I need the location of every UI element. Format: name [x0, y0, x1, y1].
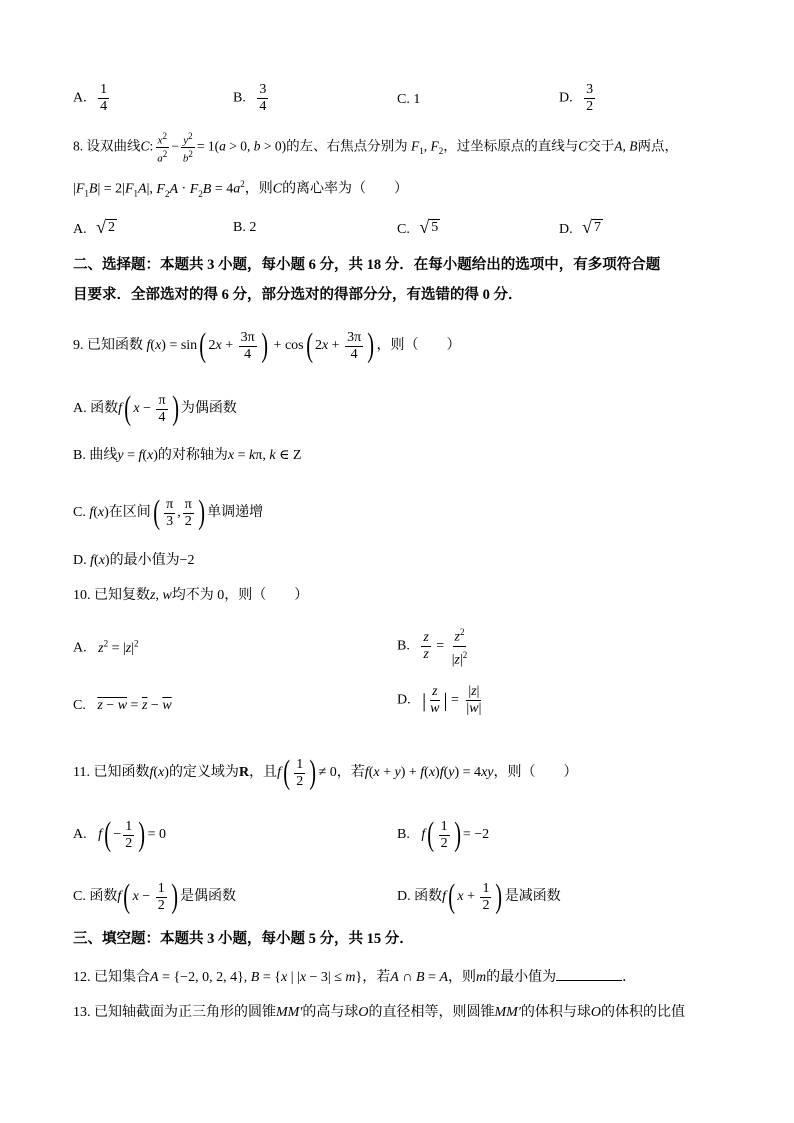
option-label: D.	[397, 692, 411, 708]
fraction: $\frac{z}{z}$	[423, 629, 429, 662]
sqrt: √ 7	[582, 217, 602, 237]
stem-text: ，则	[448, 970, 476, 985]
stem-text: 的最小值为	[486, 970, 557, 985]
fraction: $\frac{z}{w}$	[430, 684, 440, 716]
option-text: 是偶函数	[180, 889, 237, 905]
stem-text: 的直径相等，则圆锥	[368, 1005, 495, 1020]
stem-text: ，过坐标原点的直线与	[443, 138, 579, 154]
option-label: A.	[73, 401, 87, 417]
fraction: $\frac{\pi}{3}$	[166, 496, 174, 529]
stem-text: ，则（ ）	[376, 338, 461, 354]
question-number: 10.	[73, 588, 91, 603]
q11-option-c: C. 函数f( x − $\frac{1}{2}$ ) 是偶函数	[73, 878, 237, 915]
option-label: B.	[397, 827, 410, 843]
section-2-heading-line2: 目要求．全部选对的得 6 分，部分选对的得部分分，有选错的得 0 分．	[73, 287, 523, 303]
fraction: $\frac{|z|}{|w|}$	[466, 684, 482, 716]
q7-option-d	[559, 82, 597, 115]
stem-text: R	[238, 765, 250, 781]
question-number: 9.	[73, 338, 84, 354]
denominator: 4	[100, 99, 108, 114]
q8-stem-line2: $|F_1B| = 2|F_1A|$, $F_2A \cdot F_2B = 4a^2$，则C的离心率为（ ）	[73, 179, 409, 199]
option-text: 的对称轴为	[157, 448, 228, 463]
sqrt: √ 5	[419, 217, 439, 237]
fraction: $\frac{1}{2}$	[296, 756, 304, 789]
option-text: 的最小值为	[109, 553, 180, 568]
q8-option-d	[559, 218, 603, 240]
numerator: 3	[259, 82, 267, 97]
option-label: B.	[397, 638, 410, 654]
stem-text: 均不为 0，则（ ）	[171, 588, 309, 603]
option-text: 是减函数	[504, 889, 561, 905]
option-label: C.	[73, 505, 86, 521]
stem-text: 的体积与球	[520, 1005, 591, 1020]
q10-option-d: D. | $\frac{z}{w}$ | = $\frac{|z|}{|w|}$	[397, 684, 482, 716]
option-label: C.	[397, 222, 410, 237]
option-label: D.	[559, 222, 573, 237]
denominator: 2	[586, 99, 594, 114]
q8-stem-line1: 8. 设双曲线C: $\frac{x^2}{a^2}$ − $\frac{y^2}{b^2}$ = 1(a > 0, b > 0)的左、右焦点分别为 $F_1$, $F_2$，过坐标原点的直线与C交于A, B两点，	[73, 131, 679, 165]
fraction: $\frac{1}{2}$	[157, 880, 165, 913]
option-label: D.	[73, 553, 87, 568]
stem-text: ，若	[336, 765, 365, 781]
stem-text: 的高与球	[302, 1005, 359, 1020]
q7-option-c: C. 1	[397, 92, 421, 107]
option-label: A.	[73, 827, 87, 843]
stem-text: ，则	[244, 181, 273, 197]
numerator: 1	[100, 82, 108, 97]
stem-text: 的离心率为（ ）	[282, 181, 409, 197]
q8-option-a	[73, 218, 117, 240]
section-2-heading-line1: 二、选择题：本题共 3 小题，每小题 6 分，共 18 分．在每小题给出的选项中，有多项符合题	[73, 257, 661, 273]
q10-stem: 10. 已知复数z, w均不为 0，则（ ）	[73, 588, 309, 603]
option-label: D. 函数	[397, 889, 443, 905]
numerator: 3	[586, 82, 594, 97]
stem-text: ，且	[249, 765, 278, 781]
q10-option-a: A. $z^2 = |z|^2$	[73, 638, 139, 656]
fraction	[98, 82, 109, 115]
fraction: $\frac{3\pi}{4}$	[240, 329, 255, 362]
option-text: 在区间	[108, 505, 151, 521]
fraction: $\frac{z^2}{|z|^2}$	[450, 624, 470, 668]
radicand: 7	[594, 220, 602, 235]
stem-text: 已知集合	[94, 970, 150, 985]
fraction: $\frac{1}{2}$	[482, 880, 490, 913]
question-number: 13.	[73, 1005, 91, 1020]
option-text: 函数	[90, 401, 119, 417]
q13-stem: 13. 已知轴截面为正三角形的圆锥MM′的高与球O的直径相等，则圆锥MM′的体积与球O的体积的比值	[73, 1005, 686, 1020]
question-number: 11.	[73, 765, 90, 781]
sqrt: √ 2	[96, 217, 116, 237]
option-label: A.	[73, 640, 87, 656]
q11-option-b: B. f( $\frac{1}{2}$ ) = −2	[397, 816, 490, 853]
fraction: $\frac{1}{2}$	[125, 818, 133, 851]
radicand: 2	[108, 220, 116, 235]
fraction	[257, 82, 268, 115]
q7-option-b	[233, 82, 270, 115]
stem-text: 已知复数	[94, 588, 150, 603]
stem-text: ，则（ ）	[493, 765, 578, 781]
q10-option-c: C. $z - w = \overline{z} - \overline{w}$	[73, 698, 172, 713]
fraction: $\frac{x^2}{a^2}$	[157, 131, 168, 165]
q9-option-d: D. f(x)的最小值为−2	[73, 553, 195, 568]
q12-stem: 12. 已知集合A = {−2, 0, 2, 4}, B = {x | |x − 3| ≤ m}，若A ∩ B = A，则m的最小值为 ．	[73, 966, 636, 988]
option-label: B.	[73, 448, 86, 463]
stem-text: 的体积的比值	[601, 1005, 686, 1020]
q9-option-b: B. 曲线y = f(x)的对称轴为x = kπ, k ∈ Z	[73, 448, 302, 463]
option-label: C. 函数	[73, 889, 118, 905]
stem-text: 的定义域为	[168, 765, 239, 781]
q11-stem: 11. 已知函数f(x)的定义域为R，且f( $\frac{1}{2}$ ) ≠ 0，若f(x + y) + f(x)f(y) = 4xy，则（ ）	[73, 754, 578, 791]
option-label: D.	[559, 90, 573, 106]
answer-blank[interactable]	[556, 966, 622, 981]
q8-option-c	[397, 218, 440, 240]
q9-option-c: C. f(x)在区间( $\frac{\pi}{3}$ , $\frac{\pi}{2}$ ) 单调递增	[73, 494, 264, 531]
fraction: $\frac{y^2}{b^2}$	[182, 131, 193, 165]
stem-text: ，若	[362, 970, 391, 985]
stem-text: 已知轴截面为正三角形的圆锥	[94, 1005, 276, 1020]
stem-text: 设双曲线	[86, 138, 141, 154]
q7-option-a	[73, 82, 111, 115]
stem-text: ．	[622, 970, 637, 985]
denominator: 4	[259, 99, 267, 114]
stem-text: 已知函数	[87, 338, 143, 354]
q9-option-a: A. 函数f( x − $\frac{\pi}{4}$ ) 为偶函数	[73, 390, 237, 427]
fraction: $\frac{\pi}{4}$	[158, 392, 166, 425]
stem-text: 的左、右焦点分别为	[286, 138, 408, 154]
stem-text: 交于	[587, 138, 615, 154]
option-text: 单调递增	[207, 505, 264, 521]
fraction: $\frac{\pi}{2}$	[184, 496, 192, 529]
option-text: 为偶函数	[180, 401, 237, 417]
question-number: 8.	[73, 138, 84, 154]
q11-option-d: D. 函数f( x + $\frac{1}{2}$ ) 是减函数	[397, 878, 561, 915]
q10-option-b: B. $\frac{z}{z}$ = $\frac{z^2}{|z|^2}$	[397, 624, 471, 668]
option-label: A.	[73, 222, 87, 237]
fraction	[584, 82, 595, 115]
option-label: B.	[233, 90, 246, 106]
question-number: 12.	[73, 970, 91, 985]
option-label: A.	[73, 90, 87, 106]
q8-option-b: B. 2	[233, 220, 257, 235]
fraction: $\frac{1}{2}$	[440, 818, 448, 851]
section-3-heading: 三、填空题：本题共 3 小题，每小题 5 分，共 15 分．	[73, 931, 414, 947]
q11-option-a: A. f( − $\frac{1}{2}$ ) = 0	[73, 816, 166, 853]
option-label: C.	[73, 698, 86, 713]
radicand: 5	[431, 220, 439, 235]
fraction: $\frac{3\pi}{4}$	[347, 329, 362, 362]
stem-text: 已知函数	[93, 765, 150, 781]
option-text: 曲线	[89, 448, 118, 463]
stem-text: 两点，	[637, 138, 679, 154]
q9-stem: 9. 已知函数 f(x) = sin( 2x + $\frac{3\pi}{4}$ ) + cos( 2x + $\frac{3\pi}{4}$ ) ，则（ ）	[73, 327, 461, 364]
